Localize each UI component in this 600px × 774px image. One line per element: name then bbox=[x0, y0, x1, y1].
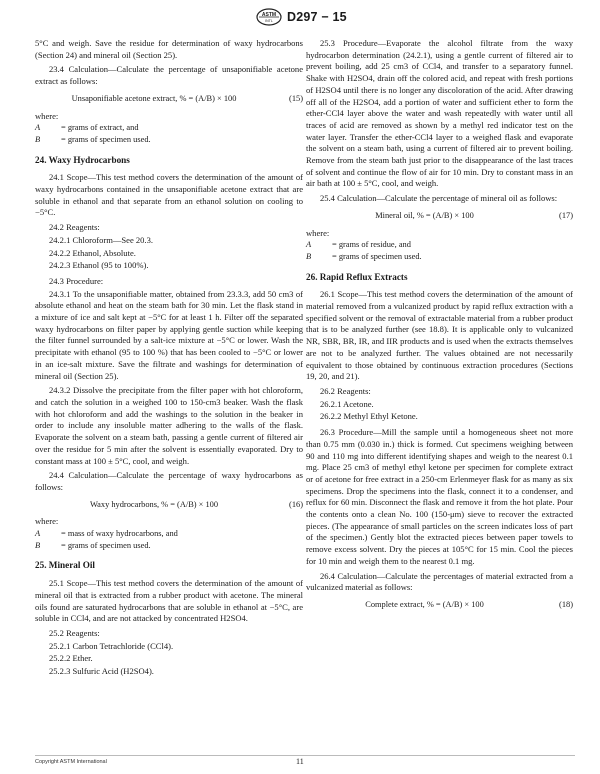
paragraph: 25.3 Procedure—Evaporate the alcohol filtrate from the waxy hydrocarbon determination (24.2.1), using a gentle current of filtered air to prevent boiling, add 25 cm3 of CCl4, and transfer to a separatory funnel. Shake with H2SO4, drain off the colored acid, and repeat with fresh portions of H2SO4 until there is no longer any discoloration of the acid. After drawing off all of the H2SO4, add a portion of water and sufficient ether to form the ether-CCl4 layer above the water and wash repeatedly with water until all traces of acid are removed as shown by a methyl red indicator test on the water layer. Transfer the ether-CCl4 layer to a weighed flask and evaporate the solvent on a steam bath, using a current of filtered air to prevent boiling. Remove from the steam bath just prior to the disappearance of the last traces of solvent and continue the flow of air for 10 min. Dry to constant mass in an air bath at 100 ± 5°C, cool, and weigh. bbox=[306, 38, 573, 189]
list-item: 26.2.2 Methyl Ethyl Ketone. bbox=[320, 411, 418, 422]
left-column bbox=[35, 38, 303, 679]
where-label: where: bbox=[306, 227, 330, 238]
copyright-notice: Copyright ASTM International bbox=[35, 759, 107, 765]
definition-b: B = grams of specimen used. bbox=[35, 134, 151, 144]
definition-a: A = grams of extract, and bbox=[35, 123, 139, 133]
equation-number: (15) bbox=[289, 93, 303, 103]
section-heading-24: 24. Waxy Hydrocarbons bbox=[35, 154, 130, 165]
section-heading-26: 26. Rapid Reflux Extracts bbox=[306, 271, 408, 282]
paragraph: 25.1 Scope—This test method covers the determination of the amount of mineral oil that is extracted from a rubber product with acetone. The mineral oils found are saturated hydrocarbons that are soluble in ethanol at −5°C, are soluble in CCl4, and are not attacked by concentrated H2SO4. bbox=[35, 578, 303, 624]
equation-formula: Mineral oil, % = (A/B) × 100 bbox=[375, 210, 474, 220]
svg-text:INTL: INTL bbox=[265, 19, 273, 23]
right-column bbox=[306, 38, 573, 617]
equation-number: (18) bbox=[559, 599, 573, 609]
footer-divider bbox=[35, 755, 575, 756]
equation-number: (17) bbox=[559, 210, 573, 220]
list-item: 25.2.3 Sulfuric Acid (H2SO4). bbox=[49, 666, 154, 677]
equation-15 bbox=[35, 93, 303, 105]
paragraph: 24.4 Calculation—Calculate the percentage of waxy hydrocarbons as follows: bbox=[35, 470, 303, 492]
list-item: 24.2.2 Ethanol, Absolute. bbox=[49, 247, 136, 258]
definition-a: A = mass of waxy hydrocarbons, and bbox=[35, 529, 178, 539]
where-label: where: bbox=[35, 110, 59, 121]
equation-formula: Waxy hydrocarbons, % = (A/B) × 100 bbox=[89, 499, 219, 509]
subheading: 24.3 Procedure: bbox=[49, 275, 104, 286]
paragraph: 24.1 Scope—This test method covers the determination of the amount of waxy hydrocarbons contained in the unsaponifiable acetone extract that are soluble in ethanol and that separate from an ethanol solution on cooling to −5°C. bbox=[35, 172, 303, 218]
definition-b: B = grams of specimen used. bbox=[306, 251, 422, 261]
paragraph: 26.1 Scope—This test method covers the determination of the amount of material removed from a vulcanized product by rapid reflux extraction with a specified solvent or the removal of extractable material from a rubber product that is to be analyzed further (see 18.8). It is applicable only to vulcanized NR, SBR, BR, IR, and IIR products and is used when the extracts themselves are not to be analyzed further. The values obtained are not necessarily equivalent to those obtained by continuous extraction procedures (Sections 19, 20, and 21). bbox=[306, 289, 573, 382]
list-item: 25.2.1 Carbon Tetrachloride (CCl4). bbox=[49, 640, 174, 651]
equation-18 bbox=[306, 599, 573, 611]
list-item: 24.2.1 Chloroform—See 20.3. bbox=[49, 234, 153, 245]
astm-logo-icon bbox=[256, 8, 282, 26]
paragraph: 24.3.2 Dissolve the precipitate from the filter paper with hot chloroform, and catch the solution in a weighed 100 to 150-cm3 beaker. Wash the flask with hot chloroform and add the washings to the solution in the beaker in order to include any insoluble matter adhering to the walls of the flask. Evaporate the solvent on a steam bath, passing a gentle current of filtered air over the residue for 5 min after the solvent is essentially evaporated. Dry to constant mass at 100 ± 5°C, cool, and weigh. bbox=[35, 385, 303, 466]
equation-17 bbox=[306, 210, 573, 222]
equation-formula: Unsaponifiable acetone extract, % = (A/B) × 100 bbox=[71, 93, 237, 103]
subheading: 24.2 Reagents: bbox=[49, 222, 100, 233]
designation: D297 − 15 bbox=[287, 10, 347, 24]
list-item: 26.2.1 Acetone. bbox=[320, 398, 374, 409]
paragraph: 26.4 Calculation—Calculate the percentages of material extracted from a vulcanized material as follows: bbox=[306, 570, 573, 593]
list-item: 24.2.3 Ethanol (95 to 100%). bbox=[49, 260, 149, 271]
subheading: 26.2 Reagents: bbox=[320, 385, 371, 396]
page-header bbox=[0, 4, 600, 32]
definition-a: A = grams of residue, and bbox=[306, 240, 411, 250]
page-number: 11 bbox=[296, 757, 304, 766]
paragraph: 25.4 Calculation—Calculate the percentage of mineral oil as follows: bbox=[320, 193, 558, 204]
equation-formula: Complete extract, % = (A/B) × 100 bbox=[365, 599, 484, 609]
subheading: 25.2 Reagents: bbox=[49, 627, 100, 638]
definition-b: B = grams of specimen used. bbox=[35, 540, 151, 550]
paragraph: 5°C and weigh. Save the residue for determination of waxy hydrocarbons (Section 24) and mineral oil (Section 25). bbox=[35, 38, 303, 60]
equation-number: (16) bbox=[289, 499, 303, 509]
paragraph: 24.3.1 To the unsaponifiable matter, obtained from 23.3.3, add 50 cm3 of absolute ethanol and heat on the steam bath for 30 min. Let the flask stand in a mixture of ice and salt kept at −5°C for at least 1 h. Filter off the separated waxy hydrocarbons on filter paper by applying gentle suction while keeping the filter funnel surrounded by a salt-ice mixture at −5°C or lower. Wash the precipitate with ethanol (95 to 100 %) that has been cooled to −5°C or lower in an ice-salt mixture. Save the filtrate and washings for determination of mineral oil (Section 25). bbox=[35, 288, 303, 381]
where-label: where: bbox=[35, 516, 59, 527]
paragraph: 23.4 Calculation—Calculate the percentage of unsaponifiable acetone extract as follows: bbox=[35, 64, 303, 87]
list-item: 25.2.2 Ether. bbox=[49, 653, 93, 664]
svg-text:ASTM: ASTM bbox=[261, 12, 277, 18]
equation-16 bbox=[35, 499, 303, 511]
section-heading-25: 25. Mineral Oil bbox=[35, 560, 95, 571]
paragraph: 26.3 Procedure—Mill the sample until a homogeneous sheet not more than 0.75 mm (0.030 in.) thick is formed. Cut specimens weighing between 90 and 110 mg into different identifying shapes and weigh to the nearest 0.1 mg. Place 25 cm3 of methyl ethyl ketone per specimen for complete extract or of acetone for free extract in a 250-cm Erlenmeyer flask for as many as six specimens. Drop the specimens into the flask, connect it to a condenser, and reflux for 60 min. Disconnect the flask and remove it from the hot plate. Pour the contents onto a clean No. 100 (150-μm) sieve to recover the extracted pieces. (The appearance of small particles on the screen indicates loss of part of the specimen.) Gently blot the extracted pieces between paper towels to remove excess solvent. Dry the pieces at 105°C for 15 min. Cool the pieces for 10 min and weigh them to the nearest 0.1 mg. bbox=[306, 427, 573, 566]
